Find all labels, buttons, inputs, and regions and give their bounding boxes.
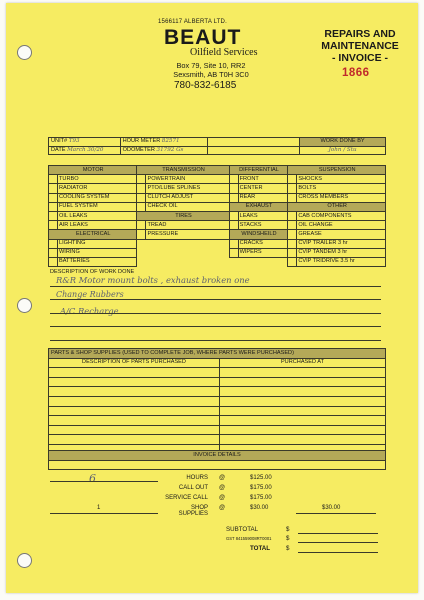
checklist-empty-cell — [137, 248, 229, 257]
spacer-cell — [208, 146, 300, 155]
parts-cell[interactable] — [49, 377, 220, 387]
invoice-line-rate: $175.00 — [250, 485, 272, 491]
work-done-by-value: John / Stu — [300, 146, 386, 155]
company-logo: BEAUT — [164, 26, 242, 49]
subtotal-currency: $ — [286, 526, 290, 533]
hours-qty: 6 — [89, 472, 96, 485]
checklist-item-label: POWERTRAIN — [146, 175, 229, 184]
description-line-1: R&R Motor mount bolts , exhaust broken one — [56, 275, 250, 285]
invoice-details-header — [48, 450, 386, 470]
checklist-header-1: TRANSMISSION — [137, 166, 229, 175]
invoice-sheet — [6, 3, 418, 593]
checkbox[interactable] — [137, 193, 146, 202]
parts-col-description: DESCRIPTION OF PARTS PURCHASED — [49, 358, 220, 368]
checklist-item-label: CVIP TRIDRIVE 3.5 hr — [297, 257, 386, 266]
checkbox[interactable] — [288, 175, 297, 184]
checkbox[interactable] — [288, 239, 297, 248]
total-line — [298, 552, 378, 553]
invoice-line-rate: $30.00 — [250, 505, 269, 511]
checklist-header-2: DIFFERENTIAL — [229, 166, 288, 175]
parts-cell[interactable] — [220, 435, 386, 445]
checklist-item-label: GREASE — [297, 230, 386, 239]
company-address: Box 79, Site 10, RR2 Sexsmith, AB T0H 3C0 — [173, 61, 249, 79]
invoice-line-label: SERVICE CALL — [165, 495, 208, 501]
checklist-subheader: OTHER — [288, 202, 386, 211]
invoice-line-rate: $175.00 — [250, 495, 272, 501]
invoice-line-label: CALL OUT — [178, 485, 208, 491]
checklist-header-3: SUSPENSION — [288, 166, 386, 175]
document-title: REPAIRS AND MAINTENANCE - INVOICE - — [321, 28, 399, 64]
shop-qty: 1 — [97, 505, 101, 511]
punch-hole — [17, 45, 32, 60]
checklist-item-label: BATTERIES — [58, 257, 137, 266]
checkbox[interactable] — [137, 184, 146, 193]
qty-line — [50, 481, 158, 482]
description-line-3: A/C Recharge — [60, 306, 119, 316]
checklist-item-label: COOLING SYSTEM — [58, 193, 137, 202]
parts-cell[interactable] — [220, 425, 386, 435]
gst-label: GST 841559008RT0001 — [226, 536, 272, 541]
invoice-line-label: SHOP SUPPLIES — [178, 505, 208, 517]
checklist-item-label: LEAKS — [238, 211, 288, 220]
punch-hole — [17, 553, 32, 568]
subtotal-line — [298, 533, 378, 534]
checkbox[interactable] — [288, 211, 297, 220]
parts-cell[interactable] — [49, 406, 220, 416]
checklist-item-label: CVIP TANDEM 3 hr — [297, 248, 386, 257]
parts-cell[interactable] — [220, 416, 386, 426]
hour-meter-field: HOUR METER 82571 — [120, 138, 208, 147]
gst-currency: $ — [286, 535, 290, 542]
total-currency: $ — [286, 545, 290, 552]
checkbox[interactable] — [49, 193, 58, 202]
checklist-item-label: CAB COMPONENTS — [297, 211, 386, 220]
checkbox[interactable] — [137, 221, 146, 230]
date-field: DATE March 30/20 — [49, 146, 121, 155]
punch-hole — [17, 298, 32, 313]
checkbox[interactable] — [137, 230, 146, 239]
checkbox[interactable] — [288, 193, 297, 202]
checkbox[interactable] — [229, 193, 238, 202]
invoice-line-at: @ — [219, 505, 226, 511]
total-line — [296, 513, 376, 514]
checklist-item-label: CROSS MEMBERS — [297, 193, 386, 202]
checklist-item-label: REAR — [238, 193, 288, 202]
checklist-item-label: RADIATOR — [58, 184, 137, 193]
checklist-empty-cell — [137, 239, 229, 248]
work-done-by-header: WORK DONE BY — [300, 138, 386, 147]
checkbox[interactable] — [288, 257, 297, 266]
parts-cell[interactable] — [49, 368, 220, 378]
parts-cell[interactable] — [220, 377, 386, 387]
checkbox[interactable] — [49, 202, 58, 211]
parts-cell[interactable] — [49, 396, 220, 406]
shop-supplies-total: $30.00 — [322, 505, 341, 511]
checklist-header-0: MOTOR — [49, 166, 137, 175]
invoice-line-at: @ — [219, 495, 226, 501]
parts-cell[interactable] — [220, 396, 386, 406]
gst-line — [298, 542, 378, 543]
description-line-2: Change Rubbers — [56, 290, 124, 299]
checklist-item-label: WIPERS — [238, 248, 288, 257]
checklist-item-label: TURBO — [58, 175, 137, 184]
checklist-item-label: SHOCKS — [297, 175, 386, 184]
checklist-item-label: WIRING — [58, 248, 137, 257]
parts-cell[interactable] — [49, 425, 220, 435]
checklist-item-label: OIL LEAKS — [58, 211, 137, 220]
invoice-line-at: @ — [219, 475, 226, 481]
checklist-item-label: OIL CHANGE — [297, 221, 386, 230]
checkbox[interactable] — [49, 211, 58, 220]
checkbox[interactable] — [49, 239, 58, 248]
checkbox[interactable] — [49, 257, 58, 266]
checkbox[interactable] — [288, 248, 297, 257]
checkbox[interactable] — [49, 184, 58, 193]
company-number: 1566117 ALBERTA LTD. — [158, 19, 227, 25]
checklist-subheader: WINDSHEILD — [229, 230, 288, 239]
ruled-line — [50, 299, 381, 300]
invoice-line-label: HOURS — [186, 475, 208, 481]
invoice-line-rate: $125.00 — [250, 475, 272, 481]
service-checklist — [48, 165, 386, 267]
checkbox[interactable] — [288, 184, 297, 193]
checkbox[interactable] — [229, 211, 238, 220]
ruled-line — [50, 326, 381, 327]
ruled-line — [50, 340, 381, 341]
parts-cell[interactable] — [220, 368, 386, 378]
checklist-item-label: CVIP TRAILER 3 hr — [297, 239, 386, 248]
parts-cell[interactable] — [49, 387, 220, 397]
checklist-item-label: TREAD — [146, 221, 229, 230]
checkbox[interactable] — [49, 248, 58, 257]
checklist-item-label: LIGHTING — [58, 239, 137, 248]
odometer-field: ODOMETER 31792 Gs — [120, 146, 208, 155]
total-label: TOTAL — [250, 545, 271, 552]
invoice-details-blank-row — [49, 461, 386, 470]
checklist-item-label: CRACKS — [238, 239, 288, 248]
unit-info-table — [48, 137, 386, 155]
checkbox[interactable] — [229, 239, 238, 248]
description-label: DESCRIPTION OF WORK DONE — [50, 269, 135, 275]
checkbox[interactable] — [229, 175, 238, 184]
checkbox[interactable] — [288, 230, 297, 239]
checkbox[interactable] — [229, 221, 238, 230]
checkbox[interactable] — [137, 202, 146, 211]
invoice-number: 1866 — [342, 67, 370, 79]
company-tagline: Oilfield Services — [190, 47, 258, 58]
checkbox[interactable] — [288, 221, 297, 230]
company-phone: 780-832-6185 — [174, 80, 237, 91]
parts-title: PARTS & SHOP SUPPLIES (USED TO COMPLETE JOB, WHERE PARTS WERE PURCHASED) — [49, 349, 386, 359]
checklist-item-label: AIR LEAKS — [58, 221, 137, 230]
checkbox[interactable] — [137, 175, 146, 184]
checklist-item-label: BOLTS — [297, 184, 386, 193]
checkbox[interactable] — [49, 221, 58, 230]
unit-field: UNIT# T93 — [49, 138, 121, 147]
checklist-item-label: STACKS — [238, 221, 288, 230]
invoice-line-at: @ — [219, 485, 226, 491]
checklist-item-label: FRONT — [238, 175, 288, 184]
checklist-item-label: CLUTCH ADJUST — [146, 193, 229, 202]
checkbox[interactable] — [49, 175, 58, 184]
qty-line — [50, 513, 158, 514]
checklist-item-label: PTO/LUBE SPLINES — [146, 184, 229, 193]
checklist-item-label: CHECK OIL — [146, 202, 229, 211]
checklist-item-label: CENTER — [238, 184, 288, 193]
checklist-item-label: PRESSURE — [146, 230, 229, 239]
parts-col-purchased-at: PURCHASED AT — [220, 358, 386, 368]
parts-table — [48, 348, 386, 455]
ruled-line — [50, 286, 381, 287]
checklist-subheader: TIRES — [137, 211, 229, 220]
parts-cell[interactable] — [220, 387, 386, 397]
checklist-empty-cell — [229, 257, 288, 266]
invoice-details-title: INVOICE DETAILS — [49, 451, 386, 461]
checklist-subheader: ELECTRICAL — [49, 230, 137, 239]
checkbox[interactable] — [229, 184, 238, 193]
checkbox[interactable] — [229, 248, 238, 257]
parts-cell[interactable] — [220, 406, 386, 416]
parts-cell[interactable] — [49, 435, 220, 445]
checklist-item-label: FUEL SYSTEM — [58, 202, 137, 211]
subtotal-label: SUBTOTAL — [226, 526, 259, 533]
ruled-line — [50, 313, 381, 314]
parts-cell[interactable] — [49, 416, 220, 426]
spacer-cell — [208, 138, 300, 147]
checklist-subheader: EXHAUST — [229, 202, 288, 211]
checklist-empty-cell — [137, 257, 229, 266]
